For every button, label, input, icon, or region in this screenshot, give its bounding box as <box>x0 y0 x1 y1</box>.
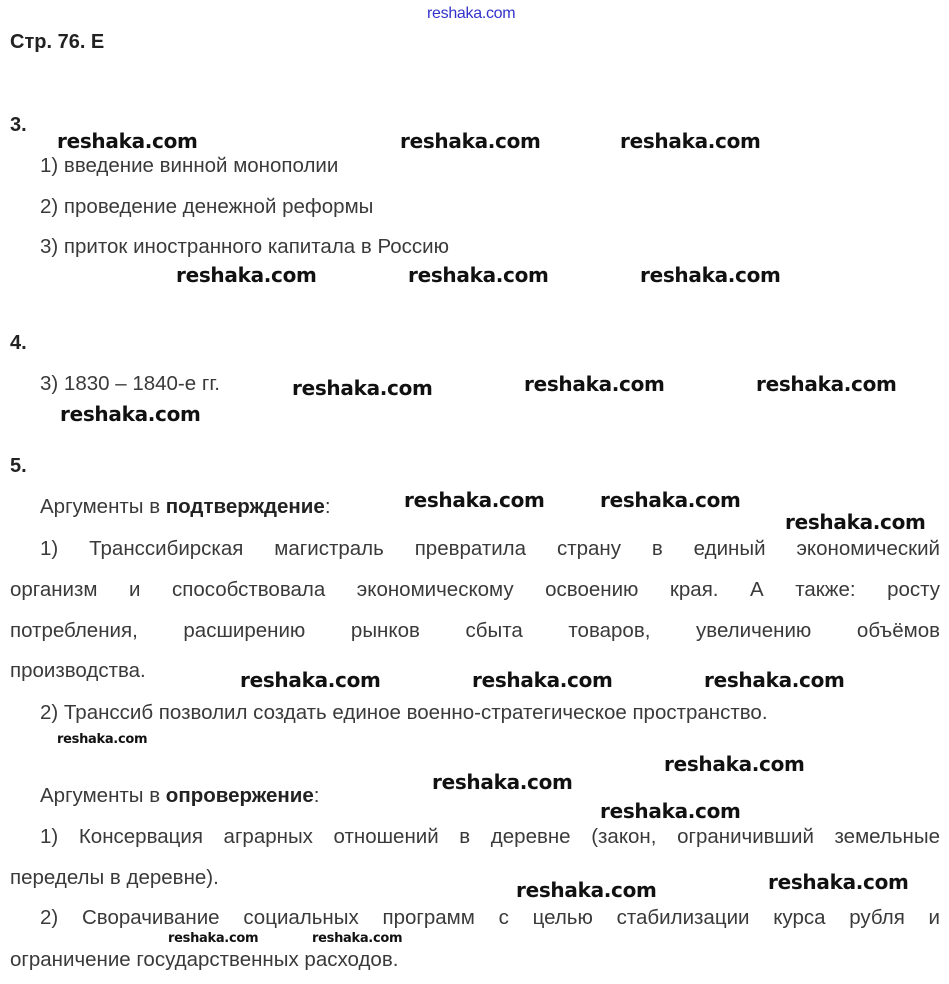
pro-heading-bold: подтверждение <box>165 495 325 518</box>
watermark: reshaka.com <box>516 878 657 902</box>
watermark: reshaka.com <box>640 263 781 287</box>
watermark: reshaka.com <box>292 376 433 400</box>
pro-heading-intro: Аргументы в <box>40 495 166 518</box>
paragraph-line: потребления, расширению рынков сбыта товаров, увеличению объёмов <box>10 619 940 642</box>
paragraph-line: переделы в деревне). <box>10 866 219 889</box>
contra-heading <box>40 784 319 808</box>
watermark: reshaka.com <box>168 931 259 946</box>
watermark: reshaka.com <box>664 752 805 776</box>
watermark: reshaka.com <box>404 488 545 512</box>
watermark: reshaka.com <box>312 931 403 946</box>
paragraph-line: 2) Транссиб позволил создать единое военно-стратегическое пространство. <box>40 701 768 724</box>
contra-heading-intro: Аргументы в <box>40 784 166 807</box>
watermark: reshaka.com <box>427 5 516 22</box>
watermark: reshaka.com <box>472 668 613 692</box>
paragraph-line: производства. <box>10 659 146 682</box>
watermark: reshaka.com <box>57 732 148 747</box>
watermark: reshaka.com <box>408 263 549 287</box>
watermark: reshaka.com <box>57 129 198 153</box>
watermark: reshaka.com <box>600 488 741 512</box>
question-number-3: 3. <box>10 114 27 136</box>
page-header: Стр. 76. Е <box>10 31 105 53</box>
question-number-5: 5. <box>10 455 27 477</box>
watermark: reshaka.com <box>768 870 909 894</box>
watermark: reshaka.com <box>400 129 541 153</box>
watermark: reshaka.com <box>704 668 845 692</box>
question-number-4: 4. <box>10 332 27 354</box>
watermark: reshaka.com <box>785 510 926 534</box>
watermark: reshaka.com <box>176 263 317 287</box>
contra-heading-colon: : <box>313 784 320 807</box>
paragraph-line: организм и способствовала экономическому освоению края. А также: росту <box>10 578 940 601</box>
paragraph-line: 1) Консервация аграрных отношений в деревне (закон, ограничивший земельные <box>40 825 940 848</box>
answer-item: 3) приток иностранного капитала в Россию <box>40 235 449 258</box>
watermark: reshaka.com <box>524 372 665 396</box>
watermark: reshaka.com <box>60 402 201 426</box>
watermark: reshaka.com <box>240 668 381 692</box>
paragraph-line: 1) Транссибирская магистраль превратила страну в единый экономический <box>40 537 940 560</box>
pro-heading-colon: : <box>324 495 331 518</box>
contra-heading-bold: опровержение <box>165 784 314 807</box>
watermark: reshaka.com <box>756 372 897 396</box>
watermark: reshaka.com <box>432 770 573 794</box>
watermark: reshaka.com <box>620 129 761 153</box>
answer-item: 3) 1830 – 1840-е гг. <box>40 372 220 395</box>
pro-heading <box>40 495 331 519</box>
answer-item: 1) введение винной монополии <box>40 154 339 177</box>
watermark: reshaka.com <box>600 799 741 823</box>
paragraph-line: ограничение государственных расходов. <box>10 948 399 971</box>
paragraph-line: 2) Сворачивание социальных программ с целью стабилизации курса рубля и <box>40 906 940 929</box>
answer-item: 2) проведение денежной реформы <box>40 195 374 218</box>
